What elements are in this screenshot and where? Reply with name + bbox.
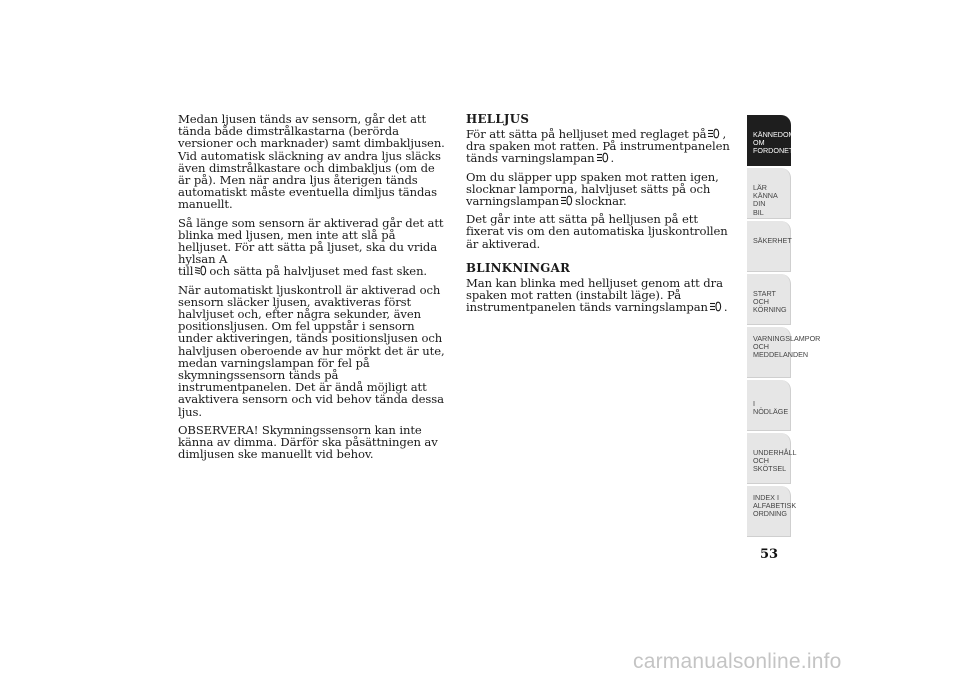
right-paragraph-2: [466, 171, 738, 208]
watermark: carmanualsonline.info: [633, 650, 842, 673]
tab-label: FORDONET: [753, 146, 794, 156]
tab-start-och-korning[interactable]: [747, 274, 791, 325]
tab-label: ORDNING: [753, 509, 787, 519]
right-paragraph-3: Det går inte att sätta på helljusen på ett fixerat vis om den automatiska ljuskontrollen är aktiverad.: [466, 212, 728, 251]
left-paragraph-2-text: Så länge som sensorn är aktiverad går det att blinka med ljusen, men inte att slå på helljuset. För att sätta på ljuset, ska du vrida hylsan A: [178, 215, 444, 267]
tab-label: MEDDELANDEN: [753, 350, 809, 360]
tab-index-i-alfabetisk-ordning[interactable]: [747, 486, 797, 537]
high-beam-warning-icon: [596, 152, 610, 163]
tab-label: KÄNNEDOM OM: [753, 130, 795, 148]
tab-label: INDEX I: [753, 493, 779, 502]
tab-kannedom-om-fordonet[interactable]: [747, 115, 795, 166]
high-beam-warning-icon: [709, 301, 723, 312]
tab-label: START OCH: [753, 289, 776, 307]
right-paragraph-1-c: .: [610, 151, 615, 166]
tab-label: SÄKERHET: [753, 236, 792, 245]
heading-blinkningar: BLINKNINGAR: [466, 260, 571, 275]
right-paragraph-1: [466, 128, 738, 165]
high-beam-warning-icon: [560, 195, 574, 206]
left-paragraph-2-suffix: och sätta på halvljuset med fast sken.: [209, 264, 428, 279]
left-paragraph-1: Medan ljusen tänds av sensorn, går det att tända både dimstrålkastarna (berörda versioner och marknader) samt dimbakljusen. Vid automatisk släckning av andra ljus släcks även dimstrålkastare och dimbakljus (om de är på). Men när andra ljus återigen tänds automatiskt måste eventuella dimljus tändas manuellt.: [178, 112, 445, 212]
tab-label: KÖRNING: [753, 305, 787, 315]
right-paragraph-4-b: .: [723, 300, 728, 315]
right-paragraph-1-b: , dra spaken mot ratten. På instrumentpanelen tänds varningslampan: [466, 127, 730, 166]
left-paragraph-2-prefix: till: [178, 264, 194, 279]
page-number: 53: [759, 547, 779, 562]
right-paragraph-1-a: För att sätta på helljuset med reglaget på: [466, 127, 707, 141]
right-paragraph-2-b: slocknar.: [575, 194, 627, 209]
left-paragraph-3: När automatiskt ljuskontroll är aktiverad och sensorn släcker ljusen, avaktiveras först halvljuset och, efter några sekunder, även positionsljusen. Om fel uppstår i sensorn under aktiveringen, tänds positionsljusen och halvljusen oberoende av hur mörkt det är ute, medan varningslampan för fel på skymningssensorn tänds på instrumentpanelen. Det är ändå möjligt att avaktivera sensorn och vid behov tända dessa ljus.: [178, 282, 445, 419]
left-paragraph-4: OBSERVERA! Skymningssensorn kan inte känna av dimma. Därför ska påsättningen av dimljusen ske manuellt vid behov.: [178, 422, 438, 462]
tab-label: SKÖTSEL: [753, 464, 787, 474]
tab-varningslampor-och-meddelanden[interactable]: [747, 327, 821, 378]
heading-helljus: HELLJUS: [466, 112, 530, 126]
high-beam-icon: [707, 128, 721, 139]
low-beam-icon: [194, 265, 208, 276]
right-paragraph-4: [466, 277, 738, 314]
tab-label: UNDERHÅLL OCH: [753, 448, 797, 466]
tab-underhall-och-skotsel[interactable]: [747, 433, 797, 484]
tab-label: OCH: [753, 342, 769, 352]
tab-label: ALFABETISK: [753, 501, 797, 511]
left-paragraph-2: [178, 217, 450, 278]
tab-label: LÄR KÄNNA DIN: [753, 183, 778, 209]
tab-sakerhet[interactable]: [747, 221, 791, 272]
left-column: [178, 113, 450, 466]
tab-lar-kanna-din-bil[interactable]: [747, 168, 791, 219]
chapter-sidebar: [747, 115, 821, 539]
tab-label: BIL: [753, 207, 764, 217]
right-paragraph-4-a: Man kan blinka med helljuset genom att dra spaken mot ratten (instabilt läge). På instrumentpanelen tänds varningslampan: [466, 275, 723, 315]
tab-label: I NÖDLÄGE: [753, 399, 789, 417]
tab-label: VARNINGSLAMPOR: [753, 334, 821, 343]
right-paragraph-2-a: Om du släpper upp spaken mot ratten igen, slocknar lamporna, halvljuset sätts på och varningslampan: [466, 169, 719, 209]
right-column: [466, 113, 738, 319]
tab-i-nodlage[interactable]: [747, 380, 791, 431]
